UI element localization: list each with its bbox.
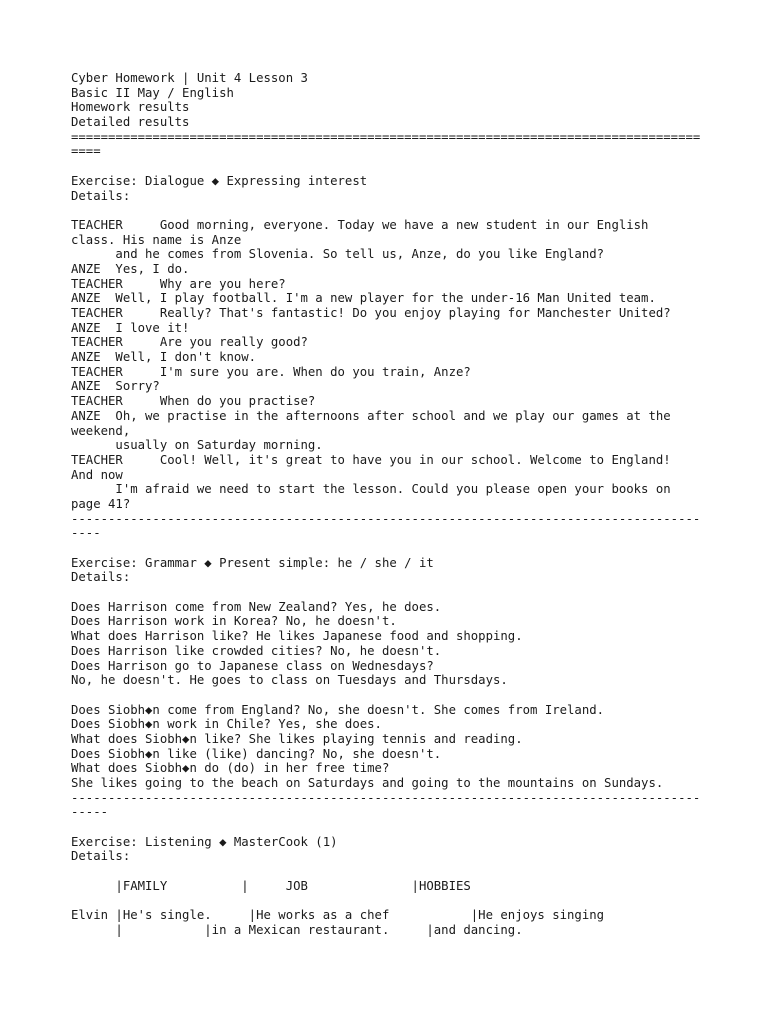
blank-line (71, 894, 711, 909)
dialogue-line: ANZE Well, I don't know. (71, 350, 257, 365)
dialogue-line: ANZE I love it! (71, 320, 190, 335)
dialogue-body (71, 218, 711, 512)
dialogue-line: ANZE Yes, I do. (71, 261, 190, 276)
answer-line: Does Siobh◆n like (like) dancing? No, she doesn't. (71, 746, 442, 761)
dialogue-line: TEACHER Are you really good? (71, 335, 308, 350)
answer-line: Does Harrison come from New Zealand? Yes, he does. (71, 599, 442, 614)
dashed-rule: ------------------------------------------------------------------------------------- (71, 511, 701, 526)
dialogue-line: TEACHER Good morning, everyone. Today we have a new student in our English (71, 217, 649, 232)
dialogue-line: and he comes from Slovenia. So tell us, Anze, do you like England? (71, 247, 605, 262)
dialogue-line: TEACHER Why are you here? (71, 276, 286, 291)
answer-line: No, he doesn't. He goes to class on Tuesdays and Thursdays. (71, 673, 508, 688)
table-row: | |in a Mexican restaurant. |and dancing. (71, 922, 523, 937)
grammar-answers-harrison (71, 600, 711, 688)
dialogue-line: And now (71, 467, 123, 482)
double-rule: ===================================================================================== (71, 129, 701, 144)
blank-line (71, 585, 711, 600)
dialogue-line: ANZE Oh, we practise in the afternoons after school and we play our games at the (71, 408, 671, 423)
blank-line (71, 688, 711, 703)
homework-results-page (71, 71, 711, 938)
table-row: Elvin |He's single. |He works as a chef |He enjoys singing (71, 908, 605, 923)
dialogue-line: ANZE Sorry? (71, 379, 160, 394)
exercise-listening-title: Exercise: Listening ◆ MasterCook (1) (71, 834, 338, 849)
dashed-rule-wrap: ----- (71, 805, 109, 820)
blank-line (71, 820, 711, 835)
dialogue-line: weekend, (71, 423, 131, 438)
answer-line: What does Siobh◆n do (do) in her free time? (71, 761, 390, 776)
blank-line (71, 159, 711, 174)
subsection-heading: Detailed results (71, 115, 190, 130)
answer-line: She likes going to the beach on Saturdays and going to the mountains on Sundays. (71, 776, 664, 790)
answer-line: Does Siobh◆n work in Chile? Yes, she does. (71, 717, 382, 732)
dialogue-line: page 41? (71, 496, 131, 511)
answer-line: Does Harrison work in Korea? No, he doesn't. (71, 614, 397, 629)
answer-line: What does Harrison like? He likes Japanese food and shopping. (71, 629, 523, 644)
dialogue-line: TEACHER Really? That's fantastic! Do you enjoy playing for Manchester United? (71, 306, 671, 320)
course-name: Basic II May / English (71, 85, 234, 100)
blank-line (71, 541, 711, 556)
section-heading: Homework results (71, 100, 190, 115)
dialogue-line: TEACHER When do you practise? (71, 394, 316, 409)
answer-line: Does Harrison go to Japanese class on Wednesdays? (71, 658, 434, 673)
blank-line (71, 203, 711, 218)
listening-table (71, 879, 711, 938)
dialogue-line: TEACHER I'm sure you are. When do you train, Anze? (71, 364, 471, 379)
exercise-grammar-title: Exercise: Grammar ◆ Present simple: he / she / it (71, 555, 434, 570)
dialogue-line: ANZE Well, I play football. I'm a new player for the under-16 Man United team. (71, 291, 656, 306)
dashed-rule: ------------------------------------------------------------------------------------- (71, 790, 701, 805)
page-title: Cyber Homework | Unit 4 Lesson 3 (71, 71, 308, 85)
grammar-answers-siobhan (71, 703, 711, 791)
dialogue-line: class. His name is Anze (71, 232, 242, 247)
dialogue-line: usually on Saturday morning. (71, 438, 323, 453)
table-header-row: |FAMILY | JOB |HOBBIES (71, 878, 471, 893)
dialogue-line: I'm afraid we need to start the lesson. Could you please open your books on (71, 482, 671, 497)
dialogue-line: TEACHER Cool! Well, it's great to have you in our school. Welcome to England! (71, 452, 671, 467)
answer-line: Does Siobh◆n come from England? No, she doesn't. She comes from Ireland. (71, 702, 605, 717)
details-label: Details: (71, 188, 131, 203)
answer-line: Does Harrison like crowded cities? No, he doesn't. (71, 643, 442, 658)
double-rule-wrap: ==== (71, 144, 101, 159)
dashed-rule-wrap: ---- (71, 526, 101, 541)
exercise-dialogue-title: Exercise: Dialogue ◆ Expressing interest (71, 173, 368, 188)
answer-line: What does Siobh◆n like? She likes playing tennis and reading. (71, 731, 523, 746)
details-label: Details: (71, 849, 131, 864)
details-label: Details: (71, 570, 131, 585)
blank-line (71, 864, 711, 879)
